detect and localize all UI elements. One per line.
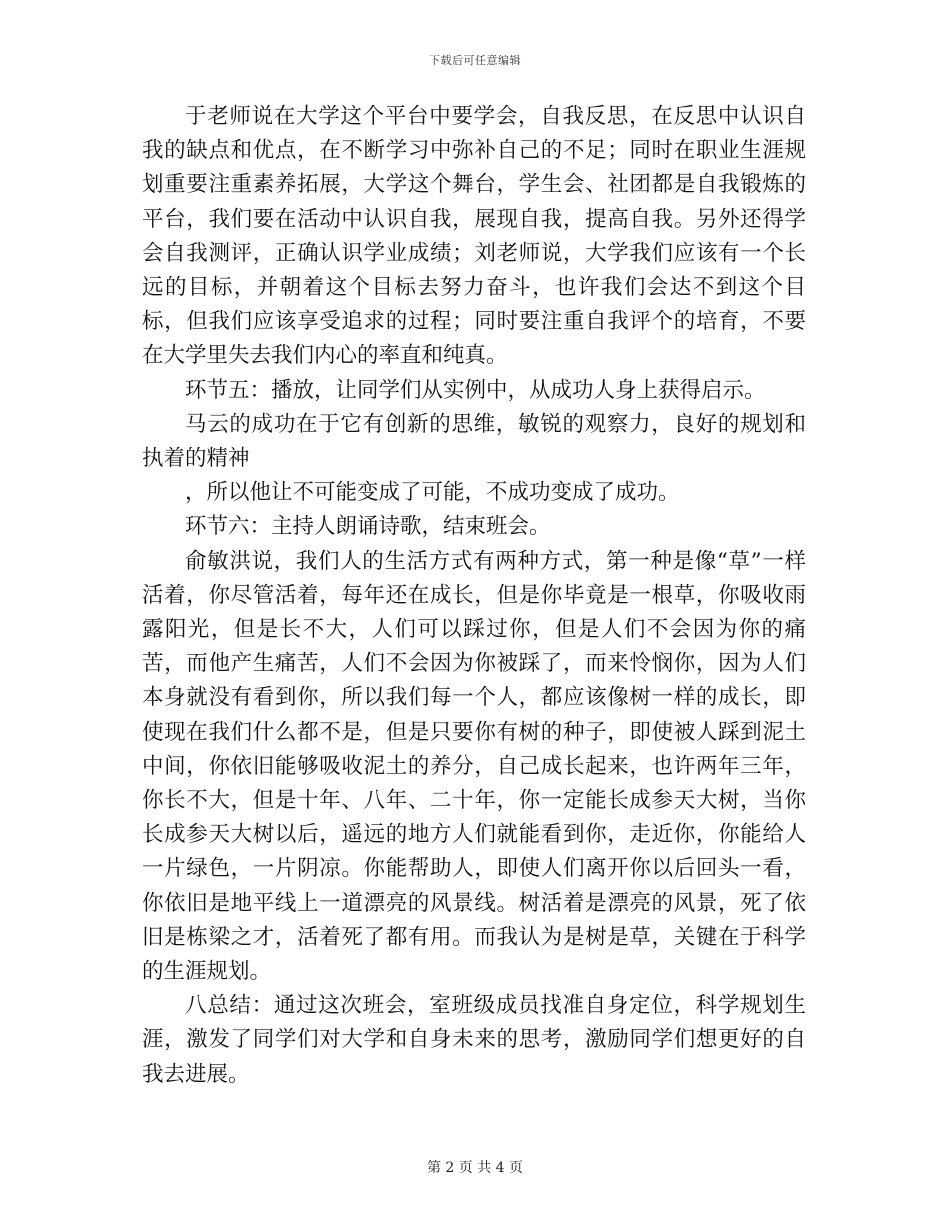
paragraph-teacher-advice: 于老师说在大学这个平台中要学会，自我反思，在反思中认识自我的缺点和优点，在不断学习中弥补自己的不足；同时在职业生涯规划重要注重素养拓展，大学这个舞台，学生会、社团都是自我锻炼的平台，我们要在活动中认识自我，展现自我，提高自我。另外还得学会自我测评，正确认识学业成绩；刘老师说，大学我们应该有一个长远的目标，并朝着这个目标去努力奋斗，也许我们会达不到这个目标，但我们应该享受追求的过程；同时要注重自我评个的培育，不要在大学里失去我们内心的率直和纯真。 [142, 104, 806, 369]
page-number: 第 2 页 共 4 页 [426, 1160, 524, 1176]
paragraph-ma-yun-continued: ，所以他让不可能变成了可能，不成功变成了成功。 [185, 480, 680, 506]
page-header: 下载后可任意编辑 [429, 54, 521, 67]
paragraph-summary: 八总结：通过这次班会，室班级成员找准自身定位，科学规划生涯，激发了同学们对大学和自身未来的思考，激励同学们想更好的自我去进展。 [142, 993, 806, 1087]
document-body [142, 100, 806, 1092]
paragraph-section-five: 环节五：播放，让同学们从实例中，从成功人身上获得启示。 [185, 377, 766, 403]
paragraph-section-six: 环节六：主持人朗诵诗歌，结束班会。 [185, 514, 551, 540]
paragraph-yu-minhong: 俞敏洪说，我们人的生活方式有两种方式，第一种是像“草”一样活着，你尽管活着，每年还在成长，但是你毕竟是一根草，你吸收雨露阳光，但是长不大，人们可以踩过你，但是人们不会因为你的痛苦，而他产生痛苦，人们不会因为你被踩了，而来怜悯你，因为人们本身就没有看到你，所以我们每一个人，都应该像树一样的成长，即使现在我们什么都不是，但是只要你有树的种子，即使被人踩到泥土中间，你依旧能够吸收泥土的养分，自己成长起来，也许两年三年，你长不大，但是十年、八年、二十年，你一定能长成参天大树，当你长成参天大树以后，遥远的地方人们就能看到你，走近你，你能给人一片绿色，一片阴凉。你能帮助人，即使人们离开你以后回头一看，你依旧是地平线上一道漂亮的风景线。树活着是漂亮的风景，死了依旧是栋梁之才，活着死了都有用。而我认为是树是草，关键在于科学的生涯规划。 [142, 548, 806, 985]
paragraph-ma-yun: 马云的成功在于它有创新的思维，敏锐的观察力，良好的规划和执着的精神 [142, 411, 806, 472]
